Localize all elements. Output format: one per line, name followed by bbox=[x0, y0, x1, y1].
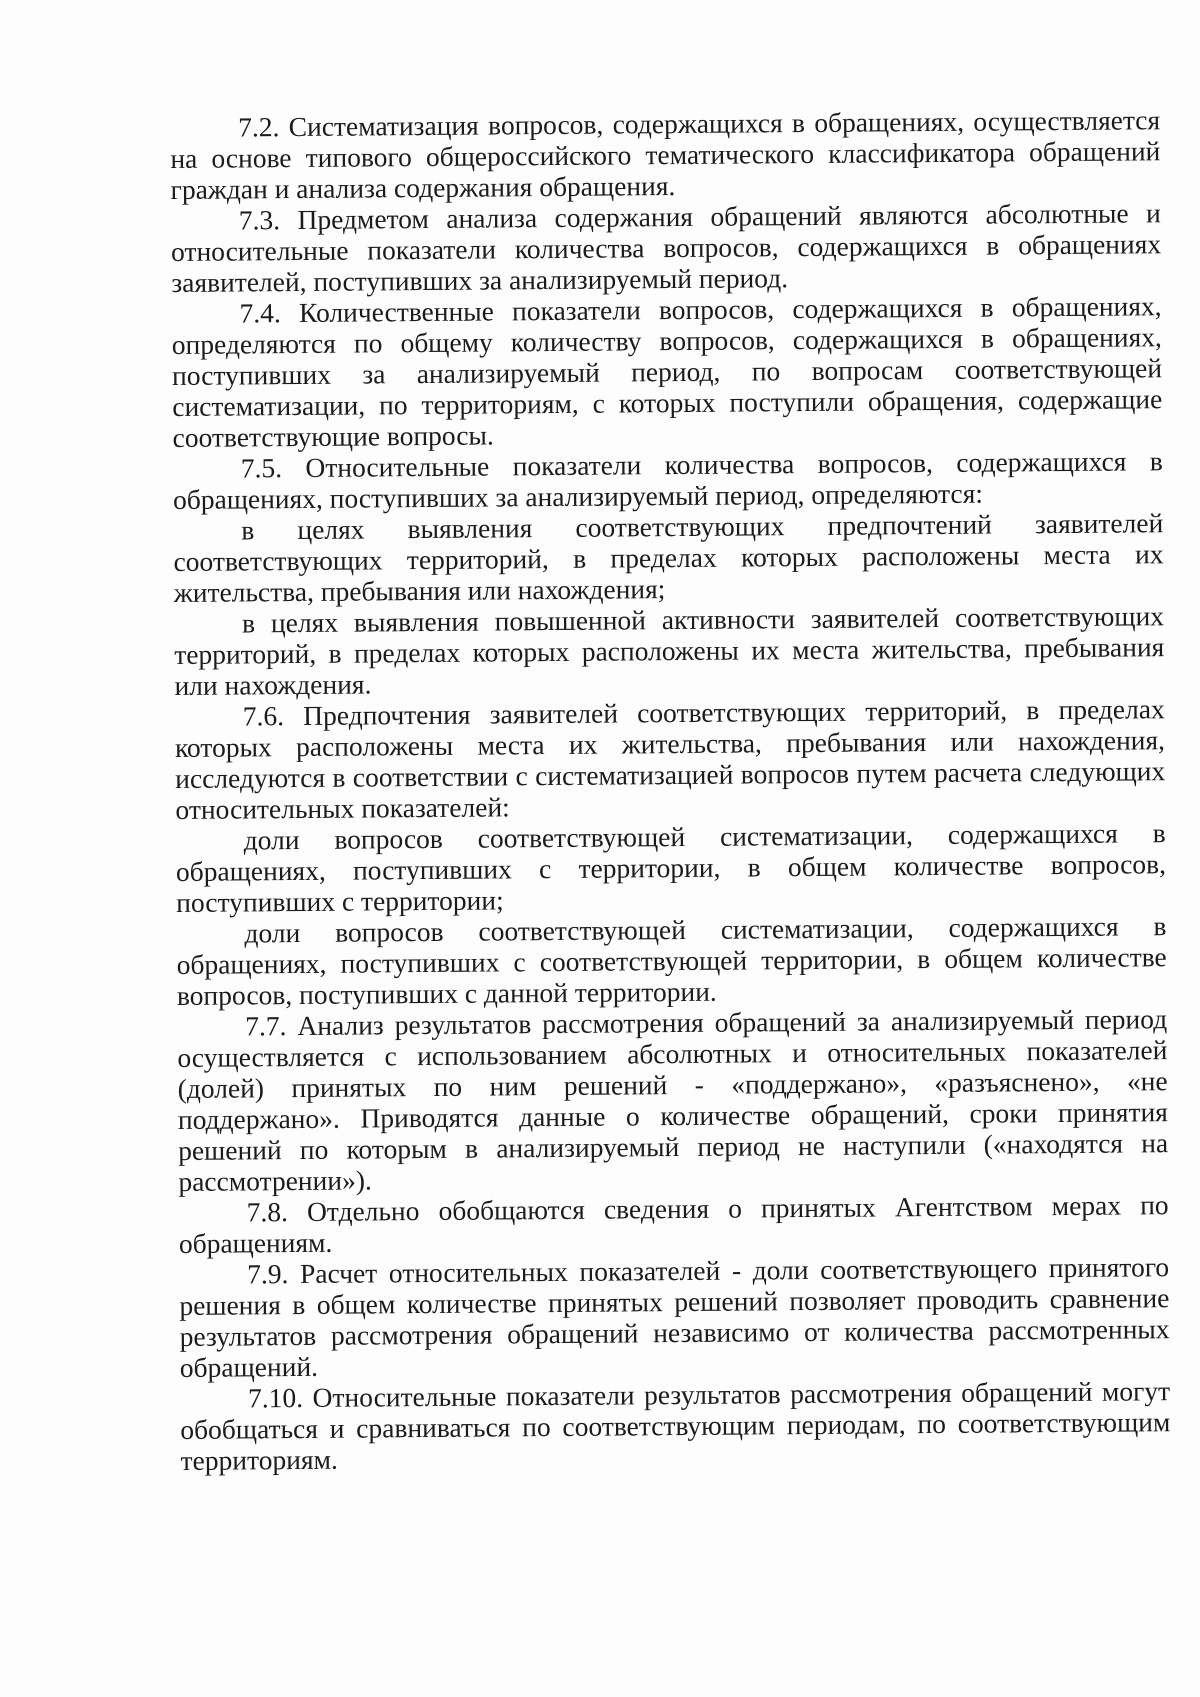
paragraph-7-5-item-2: в целях выявления повышенной активности заявителей соответствующих территорий, в пределах которых расположены их места жительства, пребывания или нахождения. bbox=[174, 600, 1165, 701]
paragraph-7-5: 7.5. Относительные показатели количества вопросов, содержащихся в обращениях, поступивших за анализируемый период, определяются: bbox=[172, 445, 1163, 515]
paragraph-7-6-item-2: доли вопросов соответствующей систематизации, содержащихся в обращениях, поступивших с соответствующей территории, в общем количестве вопросов, поступивших с данной территории. bbox=[176, 910, 1167, 1011]
paragraph-7-5-item-1: в целях выявления соответствующих предпочтений заявителей соответствующих территорий, в пределах которых расположены места их жительства, пребывания или нахождения; bbox=[173, 507, 1164, 608]
paragraph-7-10: 7.10. Относительные показатели результатов рассмотрения обращений могут обобщаться и сравниваться по соответствующим периодам, по соответствующим территориям. bbox=[180, 1375, 1171, 1476]
paragraph-7-8: 7.8. Отдельно обобщаются сведения о принятых Агентством мерах по обращениям. bbox=[178, 1189, 1169, 1259]
paragraph-7-7: 7.7. Анализ результатов рассмотрения обращений за анализируемый период осуществляется с использованием абсолютных и относительных показателей (долей) принятых по ним решений - «поддержано», «разъяснено», «не поддержано». Приводятся данные о количестве обращений, сроки принятия решений по которым в анализируемый период не наступили («находятся на рассмотрении»). bbox=[177, 1003, 1169, 1197]
document-body bbox=[170, 104, 1171, 1476]
paragraph-7-2: 7.2. Систематизация вопросов, содержащихся в обращениях, осуществляется на основе типового общероссийского тематического классификатора обращений граждан и анализа содержания обращения. bbox=[170, 104, 1161, 205]
paragraph-7-6: 7.6. Предпочтения заявителей соответствующих территорий, в пределах которых расположены места их жительства, пребывания или нахождения, исследуются в соответствии с систематизацией вопросов путем расчета следующих относительных показателей: bbox=[174, 693, 1166, 825]
paragraph-7-6-item-1: доли вопросов соответствующей систематизации, содержащихся в обращениях, поступивших с территории, в общем количестве вопросов, поступивших с территории; bbox=[175, 817, 1167, 918]
paragraph-7-4: 7.4. Количественные показатели вопросов, содержащихся в обращениях, определяются по общему количеству вопросов, содержащихся в обращениях, поступивших за анализируемый период, по вопросам соответствующей систематизации, по территориям, с которых поступили обращения, содержащие соответствующие вопросы. bbox=[171, 290, 1163, 453]
paragraph-7-3: 7.3. Предметом анализа содержания обращений являются абсолютные и относительные показатели количества вопросов, содержащихся в обращениях заявителей, поступивших за анализируемый период. bbox=[170, 197, 1162, 298]
paragraph-7-9: 7.9. Расчет относительных показателей - доли соответствующего принятого решения в общем количестве принятых решений позволяет проводить сравнение результатов рассмотрения обращений независимо от количества рассмотренных обращений. bbox=[179, 1251, 1170, 1383]
